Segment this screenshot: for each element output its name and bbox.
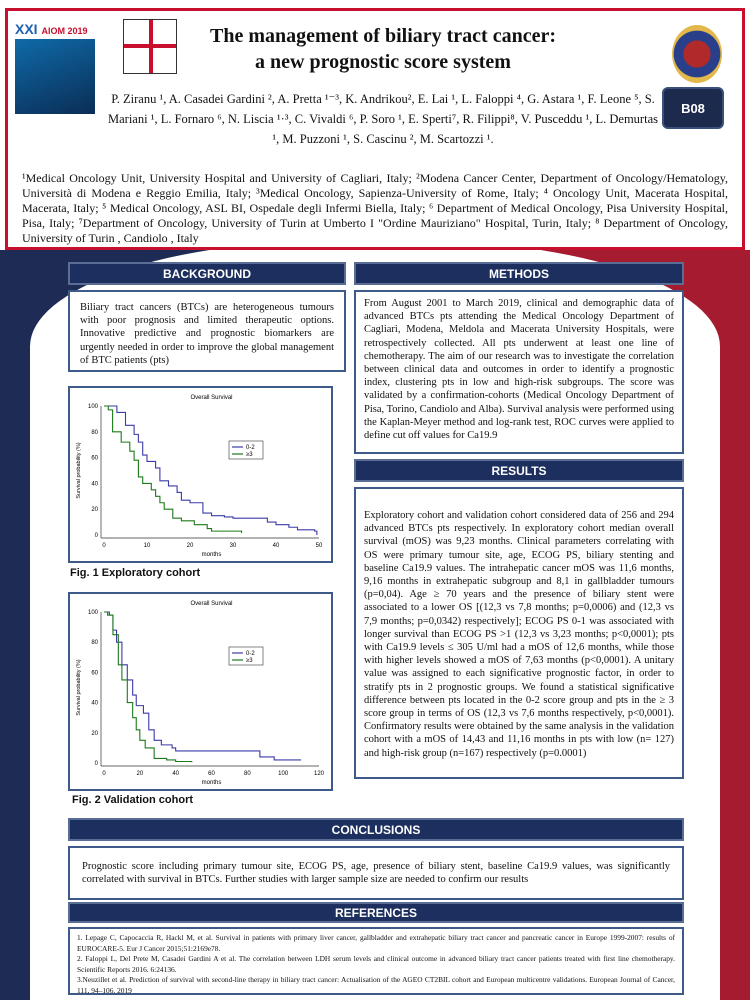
figure-2 xyxy=(68,592,333,791)
poster-header xyxy=(5,8,745,250)
x-tick-label: 10 xyxy=(143,543,151,549)
y-axis-label: Survival probability (%) xyxy=(76,659,82,716)
affiliations: ¹Medical Oncology Unit, University Hospital and University of Cagliari, Italy; ²Modena Cancer Center, Department of Oncology/Hematology, Università di Modena e Reggio Emilia, Italy; ³Medical Oncology, Sapienza-University of Rome, Italy; ⁴ Oncology Unit, Macerata Hospital, Macerata, Italy; ⁵ Medical Oncology, ASL BI, Ospedale degli Infermi Biella, Italy; ⁶ Department of Medical Oncology, Pisa University Hospital, Pisa, Italy; ⁷Department of Oncology, University of Turin at Umberto I "Ordine Mauriziano" Hospital, Turin, Italy; ⁸ Department of Oncology, University of Turin , Candiolo , Italy xyxy=(22,171,728,245)
km-chart-validation xyxy=(70,594,331,789)
background-heading: BACKGROUND xyxy=(68,262,346,285)
x-tick-label: 0 xyxy=(102,543,106,549)
y-tick-label: 80 xyxy=(91,640,98,647)
y-tick-label: 0 xyxy=(94,761,98,767)
survival-curve-high-risk xyxy=(104,406,242,533)
y-tick-label: 0 xyxy=(94,533,98,539)
methods-heading: METHODS xyxy=(354,262,684,285)
y-tick-label: 100 xyxy=(87,404,98,410)
survival-curve-low-risk xyxy=(104,406,317,535)
results-text: Exploratory cohort and validation cohort considered data of 256 and 294 advanced BTCs pts respectively. In exploratory cohort median overall survival (mOS) was 9,23 months. Clinical parameters correlating with OS were primary tumour site, age, ECOG PS, biliary stenting and baseline Ca19.9 values. The intrahepatic cancer mOS was 11,6 months, 9,16 months in extrahepatic subgroup and 8,1 in gallbladder tumours (p=0,04). Age ≥ 70 years and the presence of biliary stent were associated to a lower OS [(12,3 vs 7,8 months; p=0,0006) and (12,3 vs 7,9 months; p=0,0342) respectively]; ECOG PS 0-1 was associated with longer survival than ECOG PS >1 (12,3 vs 3,23 months; p<0,0001); pts with Ca19.9 levels ≤ 305 U/ml had a mOS of 12,6 months, while those with higher levels showed a mOS of 7,63 months (p<0,0001). A unitary value was assigned to each significative prognostic factor, in order to stratify pts in 2 prognostic groups. We found a statistical significative difference between pts located in the 0-2 score group and pts in the ≥ 3 score group in terms of OS (12,3 vs 7,6 months respectively, p<0,0001). Confirmatory results were obtained by the same analysis in the validation cohort with a mOS of 14,43 and 11,16 months in pts with low (n= 127) and high-risk group (n=167) respectively (p=0.0001) xyxy=(354,487,684,779)
y-tick-label: 20 xyxy=(91,507,98,514)
x-tick-label: 60 xyxy=(208,771,215,777)
reference-item: 1. Lepage C, Capocaccia R, Hackl M, et al. Survival in patients with primary liver cancer, gallbladder and extrahepatic biliary tract cancer and pancreatic cancer in Europe 1999-2007: results of EUROCARE-5. Eur J Cancer 2015;51:2169e78. xyxy=(77,933,675,953)
x-tick-label: 20 xyxy=(136,771,144,777)
x-tick-label: 40 xyxy=(172,771,180,777)
y-axis-label: Survival probability (%) xyxy=(76,442,82,499)
legend-label: ≥3 xyxy=(246,658,253,664)
university-seal-logo xyxy=(672,25,722,83)
x-axis-label: months xyxy=(201,780,222,786)
background-text: Biliary tract cancers (BTCs) are heterogeneous tumours with poor prognosis and limited therapeutic options. Innovative predictive and prognostic biomarkers are urgently needed in order to improve the global management of BTC patients (pts) xyxy=(68,290,346,372)
figure-1 xyxy=(68,386,333,563)
survival-curve-high-risk xyxy=(104,612,192,762)
reference-item: 3.Neuzillet et al. Prediction of survival with second-line therapy in biliary tract cancer: Actualisation of the AGEO CT2BIL cohort and European multicentre validations. European Journal of Cancer, 111, 94–106. 2019 xyxy=(77,975,675,995)
reference-item: 2. Faloppi L, Del Prete M, Casadei Gardini A et al. The correlation between LDH serum levels and clinical outcome in advanced biliary tract cancer patients treated with first line chemotherapy. Scientific Reports 2016. 6:24136. xyxy=(77,954,675,974)
legend-label: ≥3 xyxy=(246,452,253,458)
poster-title: The management of biliary tract cancer: a new prognostic score system xyxy=(209,25,556,73)
y-tick-label: 60 xyxy=(91,455,98,462)
survival-curve-low-risk xyxy=(104,612,301,760)
x-tick-label: 120 xyxy=(313,771,325,777)
chart-title: Overall Survival xyxy=(190,395,233,401)
conclusions-heading: CONCLUSIONS xyxy=(68,818,684,841)
x-tick-label: 80 xyxy=(243,771,251,777)
figure-2-caption: Fig. 2 Validation cohort xyxy=(72,794,194,806)
conclusions-text: Prognostic score including primary tumour site, ECOG PS, age, presence of biliary stent, baseline Ca19.9 values, was significantly correlated with survival in BTCs. Further studies with larger sample size are needed to confirm our results xyxy=(68,846,684,900)
methods-text: From August 2001 to March 2019, clinical and demographic data of advanced BTCs pts attending the Medical Oncology Department of Cagliari, Modena, Meldola and Macerata University Hospitals, were retrospectively collected. All pts underwent at least one line of chemotherapy. The aim of our research was to investigate the correlation between clinical data and outcomes in order to identify a prognostic index, clustering pts in low and high-risk subgroups. The score was validated by a confirmation-cohorts (Medical Oncology Department of Pisa, Torino, Candiolo and Alba). Survival analysis were performed using the Kaplan-Meyer method and log-rank test, ROC curves were applied to define cut off values for Ca19.9 xyxy=(354,290,684,454)
x-tick-label: 0 xyxy=(102,771,106,777)
y-tick-label: 80 xyxy=(91,429,98,436)
references-heading: REFERENCES xyxy=(68,902,684,923)
references-list xyxy=(68,927,684,995)
y-tick-label: 60 xyxy=(91,670,98,677)
chart-title: Overall Survival xyxy=(190,601,233,607)
x-axis-label: months xyxy=(201,552,222,558)
legend-label: 0-2 xyxy=(246,445,255,451)
x-tick-label: 100 xyxy=(278,771,289,777)
y-tick-label: 40 xyxy=(91,700,98,707)
figure-1-caption: Fig. 1 Exploratory cohort xyxy=(70,567,201,579)
aiom-logo: XXI AIOM 2019 xyxy=(15,21,101,131)
results-heading: RESULTS xyxy=(354,459,684,482)
x-tick-label: 40 xyxy=(272,543,280,549)
y-tick-label: 100 xyxy=(87,610,98,616)
x-tick-label: 50 xyxy=(315,543,323,549)
y-tick-label: 40 xyxy=(91,481,98,488)
x-tick-label: 30 xyxy=(229,543,237,549)
legend-label: 0-2 xyxy=(246,651,255,657)
x-tick-label: 20 xyxy=(186,543,194,549)
authors: P. Ziranu ¹, A. Casadei Gardini ², A. Pretta ¹⁻³, K. Andrikou², E. Lai ¹, L. Faloppi ⁴, G. Astara ¹, F. Leone ⁵, S. Mariani ¹, L. Fornaro ⁶, N. Liscia ¹·³, C. Vivaldi ⁶, P. Soro ¹, E. Sperti⁷, R. Filippi⁸, V. Pusceddu ¹, L. Demurtas ¹, M. Puzzoni ¹, S. Cascinu ², M. Scartozzi ¹. xyxy=(108,92,658,146)
y-tick-label: 20 xyxy=(91,730,98,737)
poster-id-badge: B08 xyxy=(662,87,724,129)
km-chart-exploratory xyxy=(70,388,331,561)
